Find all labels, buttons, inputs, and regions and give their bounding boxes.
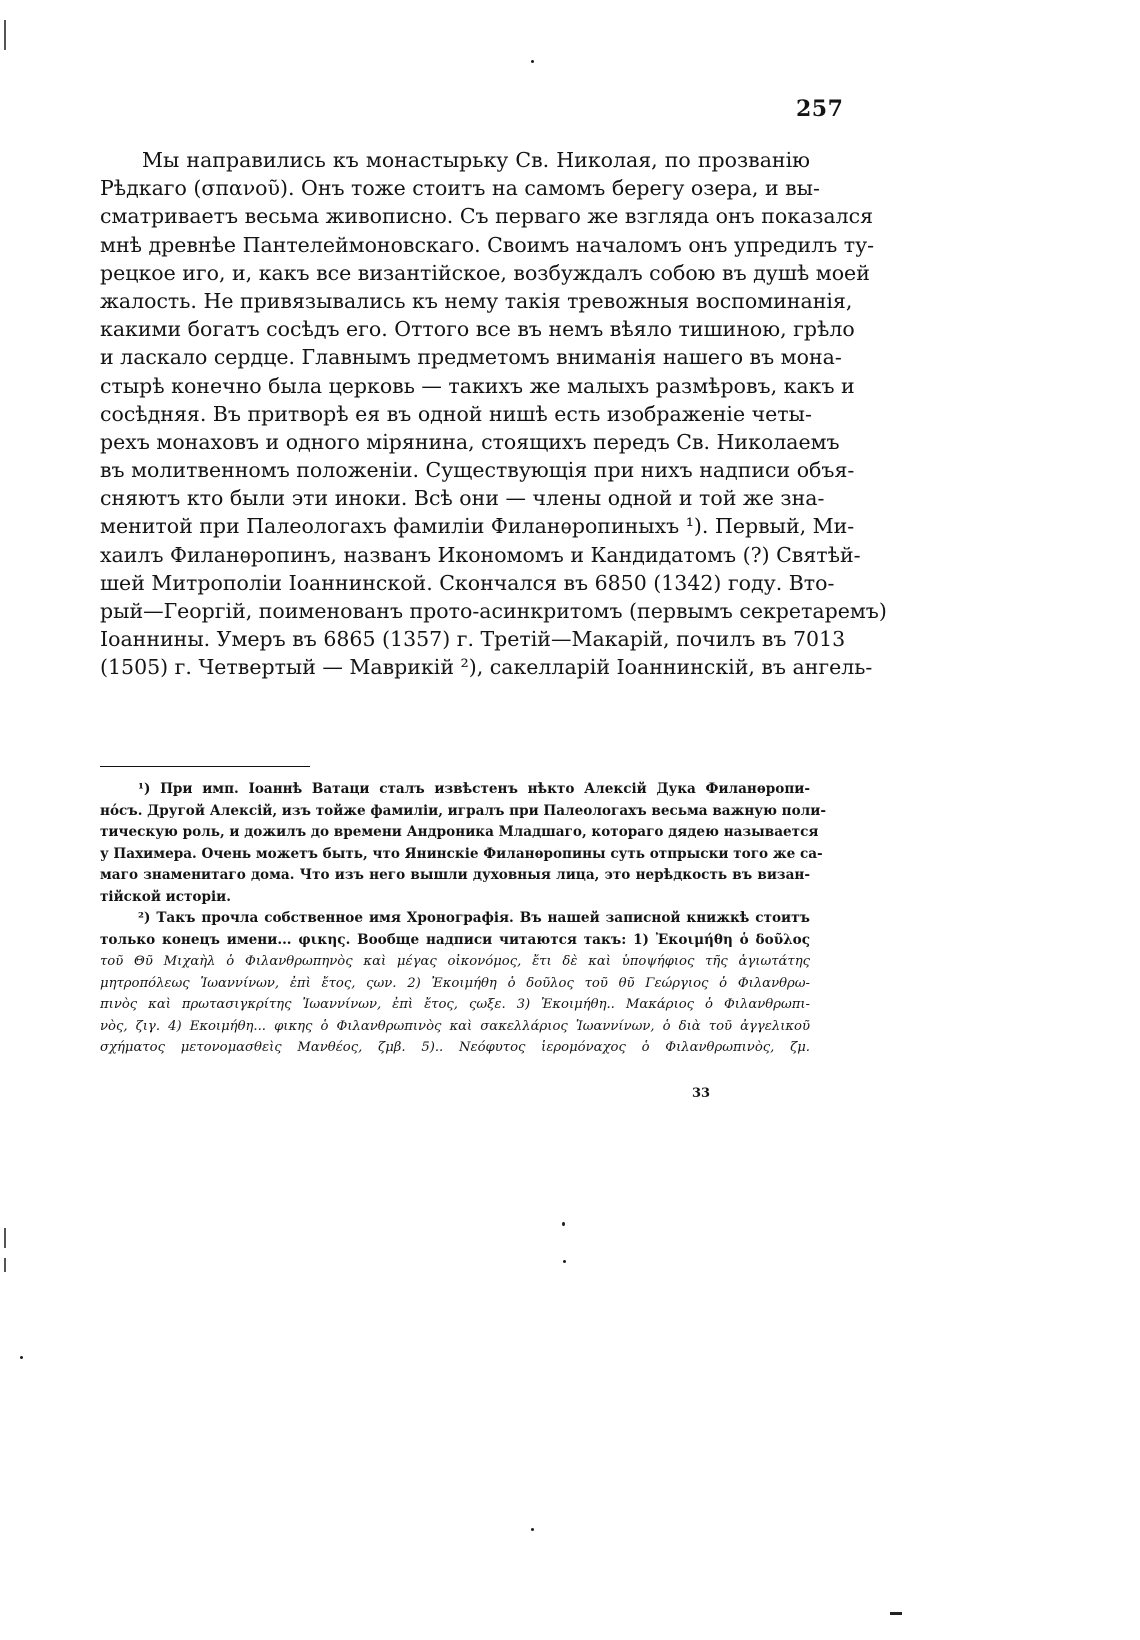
footnote-line: только конецъ имени... φικης. Вообще надписи читаются такъ: 1) Ἐκοιμήθη ὁ δοῦλος [100, 931, 810, 948]
text-line: рехъ монаховъ и одного мірянина, стоящихъ передъ Св. Николаемъ [100, 429, 840, 454]
text-line: шей Митрополіи Іоаннинской. Скончался въ 6850 (1342) году. Вто- [100, 570, 835, 595]
text-line: и ласкало сердце. Главнымъ предметомъ вниманія нашего въ мона- [100, 345, 842, 370]
footnote-line: у Пахимера. Очень можетъ быть, что Янинскіе Филанѳропины суть отпрыски того же са- [100, 845, 823, 862]
footnote-line-greek: πινὸς καὶ πρωτασιγκρίτης Ἰωαννίνων, ἐπὶ ἔτος, ςωξε. 3) Ἐκοιμήθη.. Μακάριος ὁ Φιλανθρωπι- [100, 997, 810, 1012]
text-line: сосѣдняя. Въ притворѣ ея въ одной нишѣ есть изображеніе четы- [100, 401, 812, 426]
footnote-line: тическую роль, и дожилъ до времени Андроника Младшаго, котораго дядею называется [100, 824, 819, 840]
footnote-separator [100, 766, 310, 767]
text-line: рый—Георгій, поименованъ прото-асинкритомъ (первымъ секретаремъ) [100, 599, 887, 623]
text-line: хаилъ Филанѳропинъ, названъ Икономомъ и Кандидатомъ (?) Святѣй- [100, 542, 861, 567]
footnote-line-greek: σχήματος μετονομασθεὶς Μανθέος, ζμβ. 5).. Νεόφυτος ἱερομόναχος ὁ Φιλανθρωπινὸς, ζμ. [100, 1040, 810, 1055]
scan-speck [531, 1528, 534, 1531]
text-line: мнѣ древнѣе Пантелеймоновскаго. Своимъ началомъ онъ упредилъ ту- [100, 232, 875, 257]
text-line: Рѣдкаго (σπανοῦ). Онъ тоже стоитъ на самомъ берегу озера, и вы- [100, 176, 820, 201]
scan-speck [563, 1260, 566, 1263]
text-line: сняютъ кто были эти иноки. Всѣ они — члены одной и той же зна- [100, 486, 825, 511]
scan-edge-mark [4, 1228, 6, 1248]
scan-speck [562, 1222, 565, 1226]
scan-speck [20, 1356, 23, 1359]
scan-speck [531, 60, 534, 63]
footnote-line-greek: τοῦ Θῦ Μιχαὴλ ὁ Φιλανθρωπηνὸς καὶ μέγας οἰκονόμος, ἔτι δὲ καὶ ὑποψήφιος τῆς ἁγιωτάτης [100, 954, 810, 969]
text-line: жалость. Не привязывались къ нему такія тревожныя воспоминанія, [100, 288, 853, 313]
text-line: стырѣ конечно была церковь — такихъ же малыхъ размѣровъ, какъ и [100, 373, 855, 398]
footnote-line-greek: μητροπόλεως Ἰωαννίνων, ἐπὶ ἔτος, ςων. 2) Ἐκοιμήθη ὁ δοῦλος τοῦ θῦ Γεώργιος ὁ Φιλανθρω- [100, 975, 810, 991]
footnote-line: нόсъ. Другой Алексій, изъ тойже фамиліи, игралъ при Палеологахъ весьма важную поли- [100, 802, 826, 819]
text-line: какими богатъ сосѣдъ его. Оттого все въ немъ вѣяло тишиною, грѣло [100, 317, 855, 342]
text-line: (1505) г. Четвертый — Маврикій ²), сакелларій Іоаннинскій, въ ангель- [100, 655, 873, 680]
scan-edge-mark [4, 1258, 6, 1272]
footnote-line: тійской исторіи. [100, 888, 231, 905]
scan-edge-mark [4, 20, 6, 50]
scan-speck [890, 1612, 902, 1615]
footnote-line: ²) Такъ прочла собственное имя Хронографія. Въ нашей записной книжкѣ стоитъ [138, 910, 810, 926]
footnote-line-greek: νὸς, ζιγ. 4) Εκοιμήθη... φικης ὁ Φιλανθρωπινὸς καὶ σακελλάριος Ἰωαννίνων, ὁ διὰ τοῦ ἀγγελικοῦ [100, 1018, 810, 1034]
text-line: рецкое иго, и, какъ все византійское, возбуждалъ собою въ душѣ моей [100, 260, 870, 285]
footnote-line: маго знаменитаго дома. Что изъ него вышли духовныя лица, это нерѣдкость въ визан- [100, 867, 810, 883]
text-line: менитой при Палеологахъ фамиліи Филанѳропиныхъ ¹). Первый, Ми- [100, 514, 855, 539]
text-line: Мы направились къ монастырьку Св. Николая, по прозванію [142, 148, 810, 172]
footnote-line: ¹) При имп. Іоаннѣ Ватаци сталъ извѣстенъ нѣкто Алексій Дука Филанѳропи- [138, 781, 810, 797]
main-text [100, 146, 887, 682]
text-line: Іоаннины. Умеръ въ 6865 (1357) г. Третій—Макарій, почилъ въ 7013 [100, 627, 846, 652]
text-line: въ молитвенномъ положеніи. Существующія при нихъ надписи объя- [100, 458, 855, 483]
text-line: сматриваетъ весьма живописно. Съ перваго же взгляда онъ показался [100, 204, 874, 229]
signature-mark: 33 [692, 1086, 711, 1101]
page-number: 257 [796, 96, 844, 122]
footnotes [100, 779, 826, 1059]
